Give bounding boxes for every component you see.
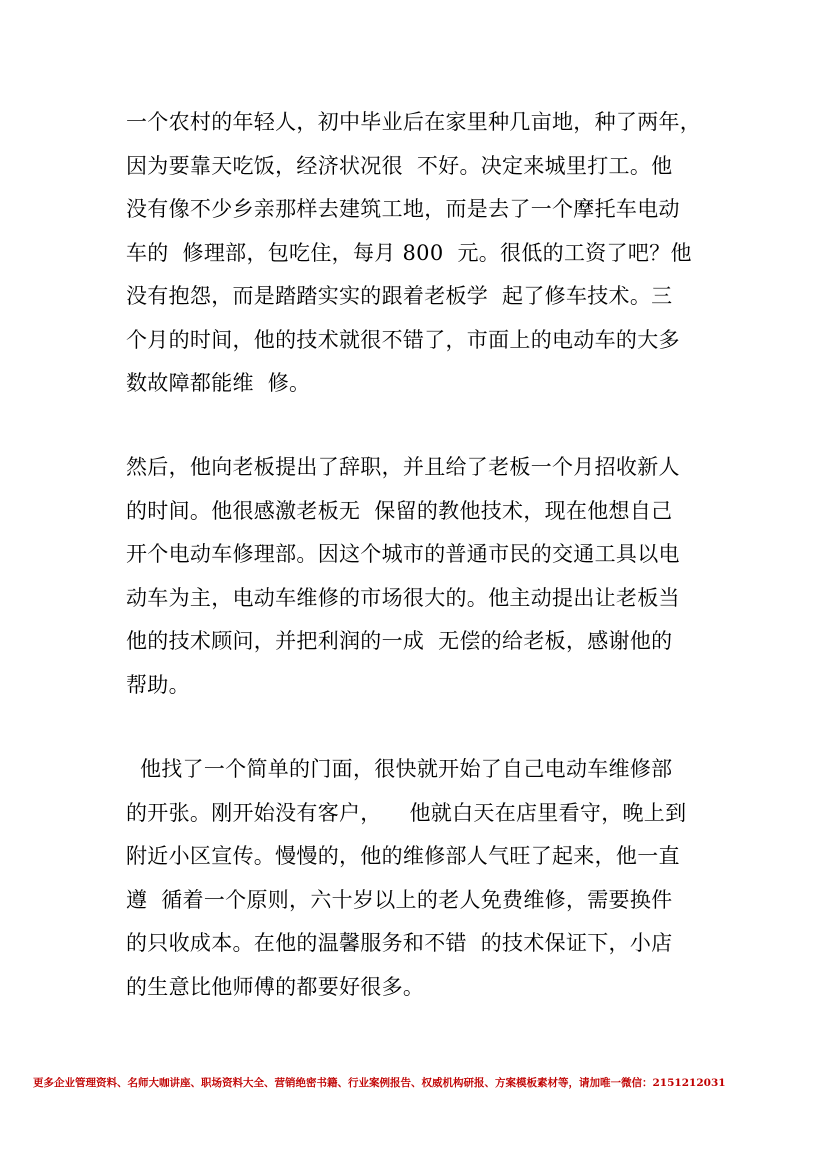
paragraph-line: 的生意比他师傅的都要好很多。 bbox=[126, 975, 425, 999]
paragraph-line: 个月的时间，他的技术就很不错了，市面上的电动车的大多 bbox=[126, 328, 680, 352]
paragraph-line: 的只收成本。在他的温馨服务和不错 的技术保证下，小店 bbox=[126, 931, 673, 955]
paragraph-line: 车的 修理部，包吃住，每月 800 元。很低的工资了吧？他 bbox=[126, 241, 692, 265]
paragraph-line: 然后，他向老板提出了辞职，并且给了老板一个月招收新人 bbox=[126, 455, 680, 479]
paragraph-line: 没有抱怨，而是踏踏实实的跟着老板学 起了修车技术。三 bbox=[126, 284, 673, 308]
footer-note: 更多企业管理资料、名师大咖讲座、职场资料大全、营销绝密书籍、行业案例报告、权威机构研报、方案模板素材等，请加唯一微信：2151212031 bbox=[33, 1077, 726, 1089]
paragraph-line: 因为要靠天吃饭，经济状况很 不好。决定来城里打工。他 bbox=[126, 154, 673, 178]
paragraph-line: 他找了一个简单的门面，很快就开始了自己电动车维修部 bbox=[126, 757, 673, 781]
paragraph-line: 开个电动车修理部。因这个城市的普通市民的交通工具以电 bbox=[126, 542, 680, 566]
paragraph-line: 的开张。刚开始没有客户， 他就白天在店里看守，晚上到 bbox=[126, 801, 687, 825]
paragraph-line: 一个农村的年轻人，初中毕业后在家里种几亩地，种了两年， bbox=[126, 110, 702, 134]
paragraph-line: 他的技术顾问，并把利润的一成 无偿的给老板，感谢他的 bbox=[126, 629, 673, 653]
paragraph-line: 帮助。 bbox=[126, 673, 190, 697]
paragraph-line: 没有像不少乡亲那样去建筑工地，而是去了一个摩托车电动 bbox=[126, 197, 680, 221]
paragraph-line: 的时间。他很感激老板无 保留的教他技术，现在他想自己 bbox=[126, 499, 673, 523]
paragraph-line: 动车为主，电动车维修的市场很大的。他主动提出让老板当 bbox=[126, 586, 680, 610]
paragraph-line: 遵 循着一个原则，六十岁以上的老人免费维修，需要换件 bbox=[126, 888, 673, 912]
paragraph-line: 数故障都能维 修。 bbox=[126, 371, 311, 395]
paragraph-line: 附近小区宣传。慢慢的，他的维修部人气旺了起来，他一直 bbox=[126, 844, 680, 868]
